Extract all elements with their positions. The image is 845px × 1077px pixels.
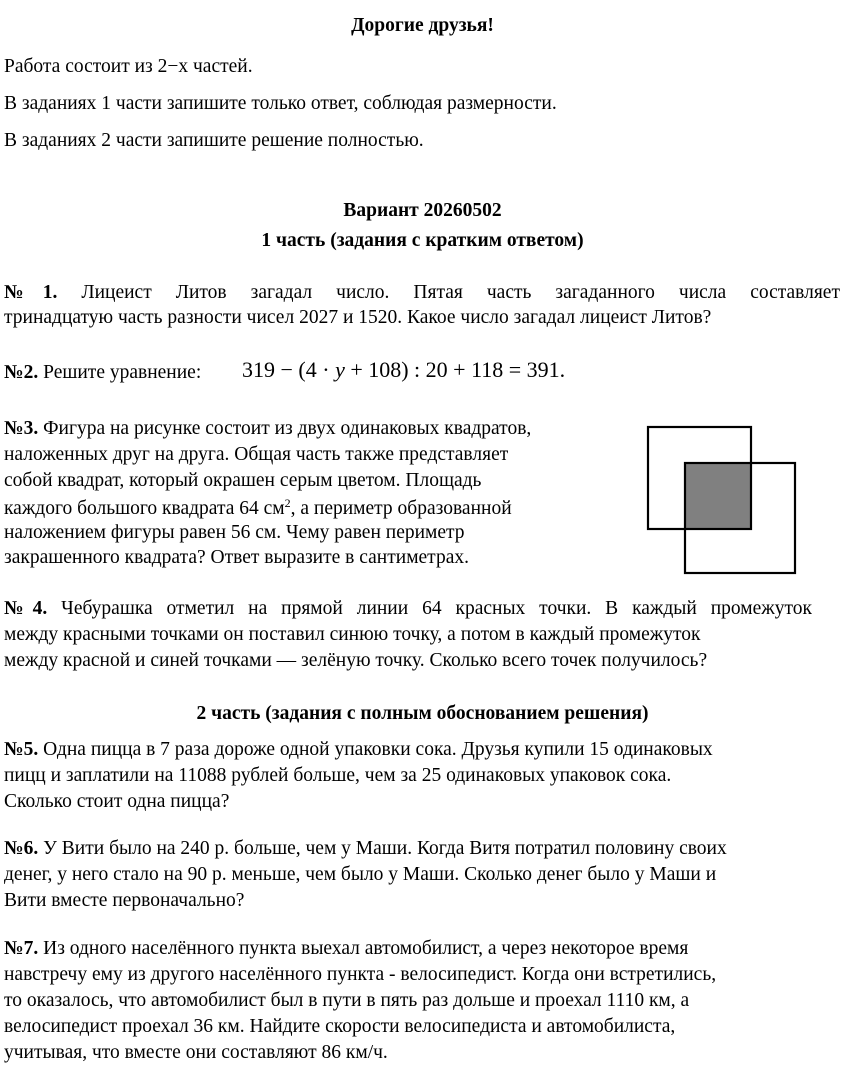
task4-line-1: №4. Чебурашка отметил на прямой линии 64 красных точки. В каждый промежуток bbox=[4, 598, 813, 619]
intro-line-2: В заданиях 1 части запишите только ответ, соблюдая размерности. bbox=[4, 93, 557, 114]
task3-line-3: собой квадрат, который окрашен серым цветом. Площадь bbox=[4, 470, 482, 491]
task2-equation: 319 − (4 · y + 108) : 20 + 118 = 391. bbox=[242, 357, 566, 382]
shaded-overlap-square bbox=[685, 463, 751, 529]
part1-title: 1 часть (задания с кратким ответом) bbox=[261, 230, 584, 251]
task6-line-1: №6. У Вити было на 240 р. больше, чем у Маши. Когда Витя потратил половину своих bbox=[4, 838, 727, 859]
task3-line-6: закрашенного квадрата? Ответ выразите в сантиметрах. bbox=[4, 547, 469, 568]
task6-number: №6. bbox=[4, 838, 39, 859]
task7-line-1: №7. Из одного населённого пункта выехал автомобилист, а через некоторое время bbox=[4, 938, 689, 959]
task2-line: №2. Решите уравнение: bbox=[4, 362, 202, 383]
task7-line-3: то оказалось, что автомобилист был в пути в пять раз дольше и проехал 1110 км, а bbox=[4, 990, 690, 1011]
task6-line-2: денег, у него стало на 90 р. меньше, чем было у Маши. Сколько денег было у Маши и bbox=[4, 864, 717, 885]
task3-line-4: каждого большого квадрата 64 $см^2$, а периметр образованной bbox=[4, 496, 512, 519]
task1-number: №1. bbox=[4, 282, 58, 303]
task3-number: №3. bbox=[4, 418, 39, 439]
greeting-heading: Дорогие друзья! bbox=[351, 15, 494, 36]
task4-line-2: между красными точками он поставил синюю точку, а потом в каждый промежуток bbox=[4, 624, 701, 645]
task1-line-2: тринадцатую часть разности чисел 2027 и 1520. Какое число загадал лицеист Литов? bbox=[4, 307, 712, 328]
task5-line-2: пицц и заплатили на 11088 рублей больше, чем за 25 одинаковых упаковок сока. bbox=[4, 765, 672, 786]
task5-line-1: №5. Одна пицца в 7 раза дороже одной упаковки сока. Друзья купили 15 одинаковых bbox=[4, 739, 713, 760]
task5-number: №5. bbox=[4, 739, 39, 760]
variant-title: Вариант 20260502 bbox=[343, 200, 502, 221]
part2-title: 2 часть (задания с полным обоснованием решения) bbox=[196, 703, 649, 724]
intro-line-1: Работа состоит из 2−х частей. bbox=[4, 56, 253, 77]
intro-line-3: В заданиях 2 части запишите решение полностью. bbox=[4, 130, 424, 151]
task7-line-4: велосипедист проехал 36 км. Найдите скорости велосипедиста и автомобилиста, bbox=[4, 1016, 676, 1037]
task7-number: №7. bbox=[4, 938, 39, 959]
task2-number: №2. bbox=[4, 362, 39, 383]
task5-line-3: Сколько стоит одна пицца? bbox=[4, 791, 230, 812]
task7-line-5: учитывая, что вместе они составляют 86 км/ч. bbox=[4, 1042, 388, 1063]
task3-line-1: №3. Фигура на рисунке состоит из двух одинаковых квадратов, bbox=[4, 418, 532, 439]
task4-number: №4. bbox=[4, 598, 48, 619]
task3-line-5: наложением фигуры равен 56 см. Чему равен периметр bbox=[4, 522, 465, 543]
task3-line-2: наложенных друг на друга. Общая часть также представляет bbox=[4, 444, 509, 465]
overlapping-squares-figure bbox=[640, 420, 805, 580]
task7-line-2: навстречу ему из другого населённого пункта - велосипедист. Когда они встретились, bbox=[4, 964, 717, 985]
task6-line-3: Вити вместе первоначально? bbox=[4, 890, 245, 911]
task1-line-1: №1. Лицеист Литов загадал число. Пятая часть загаданного числа составляет bbox=[4, 282, 840, 303]
task4-line-3: между красной и синей точками — зелёную точку. Сколько всего точек получилось? bbox=[4, 650, 708, 671]
